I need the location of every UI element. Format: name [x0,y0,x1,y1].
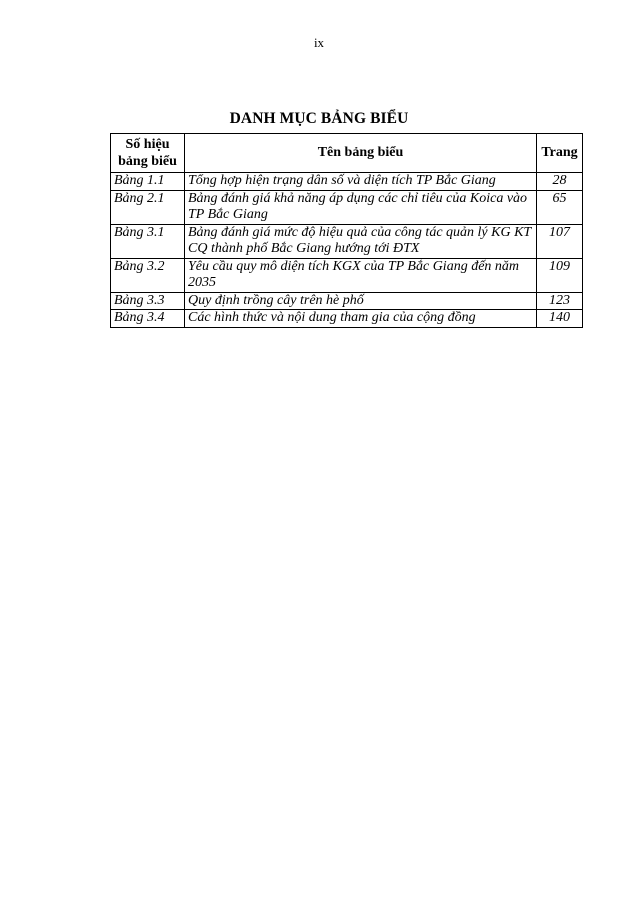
table-row [111,310,583,328]
header-name: Tên bảng biểu [185,134,537,173]
row-name: Bảng đánh giá mức độ hiệu quả của công tác quản lý KG KT CQ thành phố Bắc Giang hướng tới ĐTX [185,224,537,258]
row-page: 65 [537,190,583,224]
header-code-line1: Số hiệu [125,137,170,152]
page-title: DANH MỤC BẢNG BIỂU [229,110,409,127]
header-page: Trang [537,134,583,173]
row-name: Bảng đánh giá khả năng áp dụng các chỉ tiêu của Koica vào TP Bắc Giang [185,190,537,224]
row-code: Bảng 1.1 [111,173,185,191]
row-page: 107 [537,224,583,258]
table-list [110,133,583,328]
row-code: Bảng 3.3 [111,292,185,310]
table-row [111,258,583,292]
row-code: Bảng 3.4 [111,310,185,328]
row-page: 28 [537,173,583,191]
page-number: ix [313,35,325,50]
table-row [111,173,583,191]
row-name: Tổng hợp hiện trạng dân số và diện tích TP Bắc Giang [185,173,537,191]
row-page: 123 [537,292,583,310]
table-row [111,292,583,310]
row-code: Bảng 3.1 [111,224,185,258]
row-page: 109 [537,258,583,292]
row-code: Bảng 2.1 [111,190,185,224]
row-page: 140 [537,310,583,328]
header-code [111,134,185,173]
row-name: Yêu cầu quy mô diện tích KGX của TP Bắc Giang đến năm 2035 [185,258,537,292]
row-name: Quy định trồng cây trên hè phố [185,292,537,310]
header-code-line2: bảng biểu [118,154,177,169]
table-row [111,224,583,258]
table-row [111,190,583,224]
row-name: Các hình thức và nội dung tham gia của cộng đồng [185,310,537,328]
row-code: Bảng 3.2 [111,258,185,292]
table-header-row [111,134,583,173]
